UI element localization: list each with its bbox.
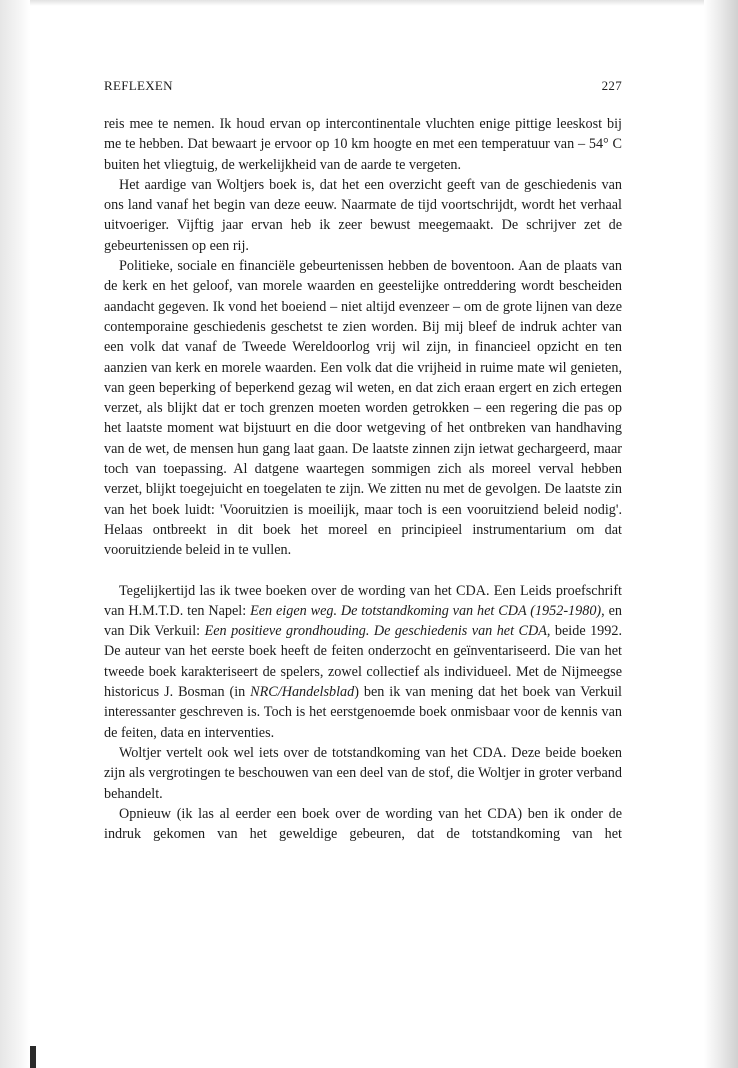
scan-binding-shadow (30, 1046, 36, 1068)
running-title: REFLEXEN (104, 78, 173, 93)
paragraph-4 (104, 581, 622, 743)
book-page (104, 78, 622, 844)
scan-edge-right (704, 0, 738, 1068)
paragraph-5: Woltjer vertelt ook wel iets over de totstandkoming van het CDA. Deze beide boeken zijn als vergrotingen te beschouwen van een deel van de stof, die Woltjer in groter verband behandelt. (104, 744, 622, 802)
body-text (104, 114, 622, 844)
paragraph-1: reis mee te nemen. Ik houd ervan op intercontinentale vluchten enige pittige leeskost bij me te hebben. Dat bewaart je ervoor op 10 km hoogte en met een temperatuur van – 54° C buiten het vliegtuig, de werkelijkheid van de aarde te vergeten. (104, 116, 622, 173)
paragraph-4-text-a: Tegelijkertijd las ik twee boeken over de wording van het CDA. Een Leids proefschrift van H.M.T.D. ten Napel: (104, 582, 622, 619)
paragraph-6: Opnieuw (ik las al eerder een boek over de wording van het CDA) ben ik onder de indruk gekomen van het geweldige gebeuren, dat de totstandkoming van het (104, 805, 622, 843)
running-header (104, 78, 622, 96)
paragraph-4-text-b: , en van Dik Verkuil: (104, 602, 622, 640)
book-title-ten-napel: Een eigen weg. De totstandkoming van het CDA (1952-1980) (250, 602, 602, 619)
paragraph-2: Het aardige van Woltjers boek is, dat het een overzicht geeft van de geschiedenis van ons land vanaf het begin van deze eeuw. Naarmate de tijd voortschrijdt, wordt het verhaal uitvoeriger. Vijftig jaar ervan heb ik zeer bewust meegemaakt. De schrijver zet de gebeurtenissen op een rij. (104, 176, 622, 254)
scan-edge-top (0, 0, 738, 6)
page-number: 227 (601, 78, 622, 93)
book-title-verkuil: Een positieve grondhouding. De geschiedenis van het CDA (204, 623, 547, 640)
newspaper-title: NRC/Handelsblad (250, 684, 355, 701)
paragraph-4-text-d: ) ben ik van mening dat het boek van Verkuil interessanter geschreven is. Toch is het eerstgenoemde boek onmisbaar voor de kennis van de feiten, data en interventies. (104, 684, 622, 741)
paragraph-3: Politieke, sociale en financiële gebeurtenissen hebben de boventoon. Aan de plaats van de kerk en het geloof, van morele waarden en geestelijke ontreddering wordt bescheiden aandacht gegeven. Ik vond het boeiend – niet altijd evenzeer – om de grote lijnen van deze contemporaine geschiedenis geschetst te zien worden. Bij mij bleef de indruk achter van een volk dat vanaf de Tweede Wereldoorlog vrij wil zijn, in financieel opzicht en ten aanzien van kerk en morele waarden. Een volk dat die vrijheid in ruime mate wil genieten, van geen beperking of beperkend gezag wil weten, en dat zich eraan ergert en zich ertegen verzet, als blijkt dat er toch grenzen moeten worden getrokken – een regering die pas op het laatste moment wat bijstuurt en die door wetgeving of het ontbreken van handhaving van de wet, de mensen hun gang laat gaan. De laatste zinnen zijn ietwat gechargeerd, maar toch van toepassing. Al datgene waartegen sommigen zich als moreel verval hebben verzet, blijkt toegejuicht en toegelaten te zijn. We zitten nu met de gevolgen. De laatste zin van het boek luidt: 'Vooruitzien is moeilijk, maar toch is een vooruitziend beleid nodig'. Helaas ontbreekt in dit boek het moreel en principieel instrumentarium om dat vooruitziende beleid in te vullen. (104, 258, 622, 559)
scan-edge-left (0, 0, 30, 1068)
paragraph-4-text-c: , beide 1992. De auteur van het eerste boek heeft de feiten onderzocht en geïnventariseerd. Die van het tweede boek karakteriseert de spelers, zowel collectief als individueel. Met de Nijmeegse historicus J. Bosman (in (104, 623, 622, 701)
